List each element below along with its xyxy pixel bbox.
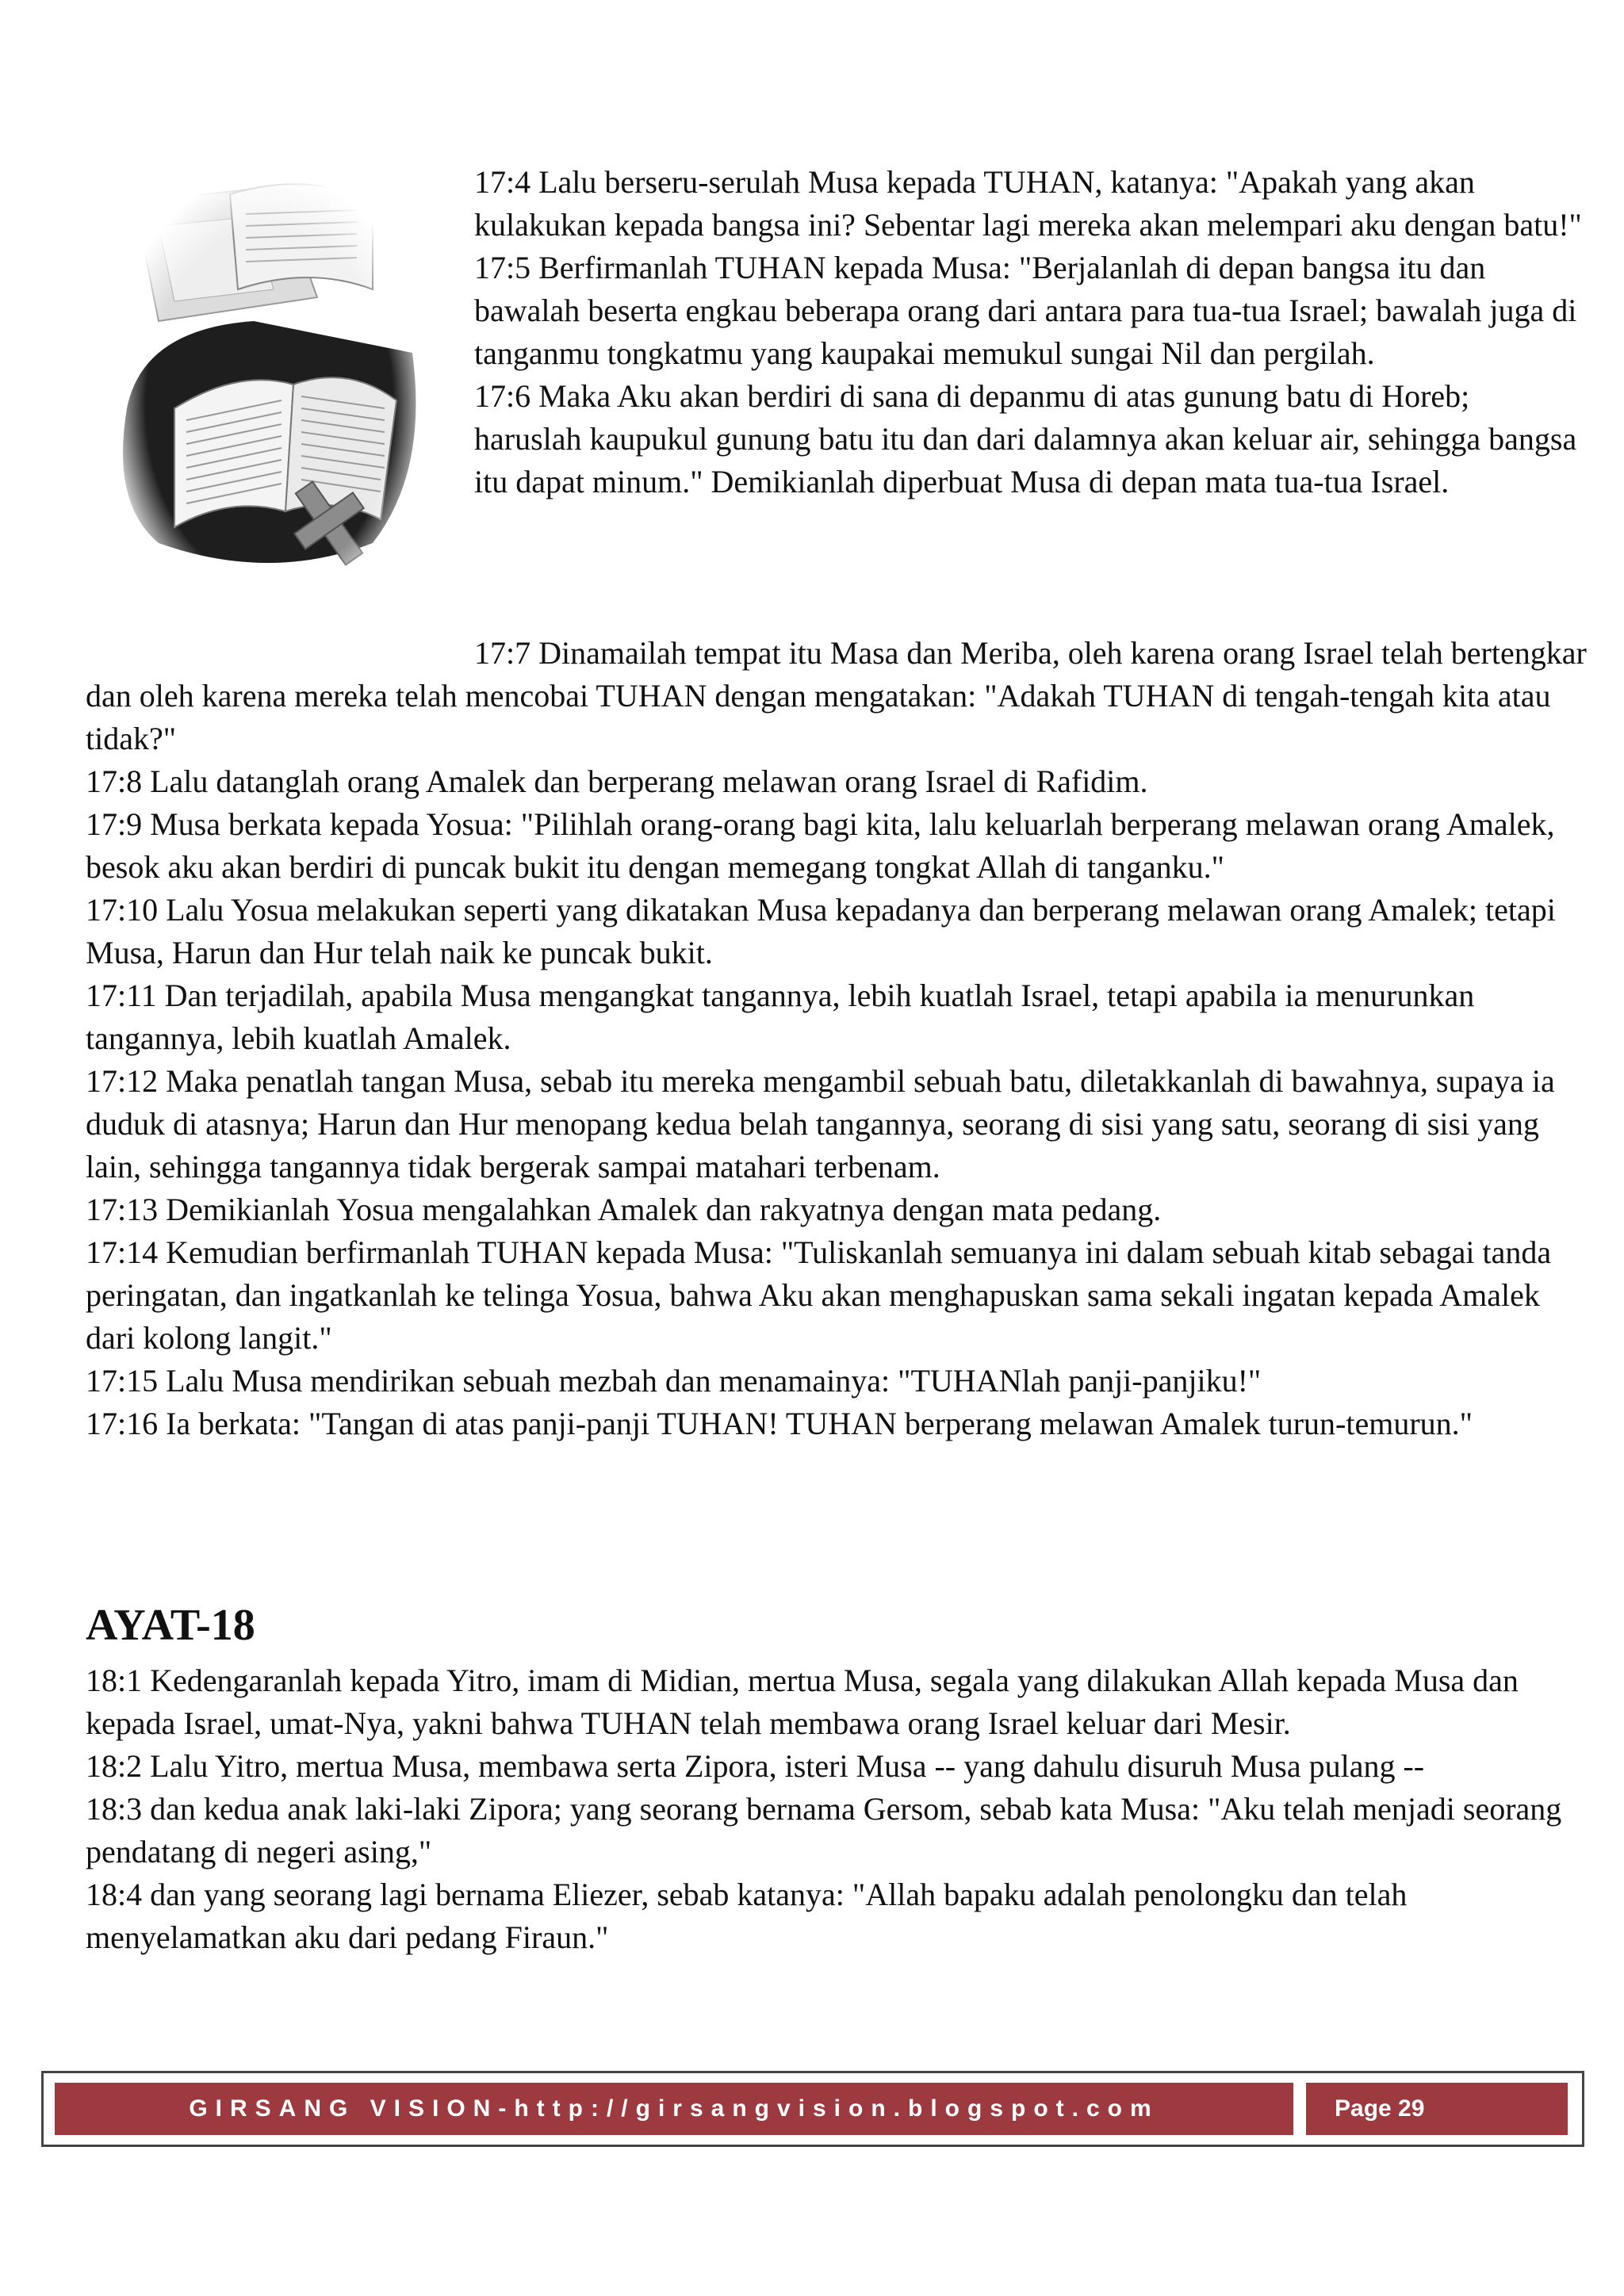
footer-site-url: GIRSANG VISION-http://girsangvision.blogspot.com [55,2083,1293,2135]
verse-17-14: 17:14 Kemudian berfirmanlah TUHAN kepada Musa: "Tuliskanlah semuanya ini dalam sebuah kitab sebagai tanda peringatan, dan ingatkanlah ke telinga Yosua, bahwa Aku akan menghapuskan sama sekali ingatan kepada Amalek dari kolong langit." [86,1234,1552,1356]
open-bible-image [111,170,428,622]
verse-17-8: 17:8 Lalu datanglah orang Amalek dan berperang melawan orang Israel di Rafidim. [86,763,1148,799]
verses-top-block [474,161,1584,503]
verse-17-6: 17:6 Maka Aku akan berdiri di sana di depanmu di atas gunung batu di Horeb; haruslah kaupukul gunung batu itu dan dari dalamnya akan keluar air, sehingga bangsa itu dapat minum." Demikianlah diperbuat Musa di depan mata tua-tua Israel. [474,378,1577,499]
verse-17-15: 17:15 Lalu Musa mendirikan sebuah mezbah dan menamainya: "TUHANlah panji-panjiku!" [86,1363,1262,1399]
verse-18-3: 18:3 dan kedua anak laki-laki Zipora; yang seorang bernama Gersom, sebab kata Musa: "Aku telah menjadi seorang pendatang di negeri asing," [86,1791,1562,1869]
verse-18-2: 18:2 Lalu Yitro, mertua Musa, membawa serta Zipora, isteri Musa -- yang dahulu disuruh Musa pulang -- [86,1748,1425,1784]
verse-17-13: 17:13 Demikianlah Yosua mengalahkan Amalek dan rakyatnya dengan mata pedang. [86,1192,1162,1227]
page-footer [41,2071,1584,2147]
verses-main-block [86,632,1592,1445]
verse-17-5: 17:5 Berfirmanlah TUHAN kepada Musa: "Berjalanlah di depan bangsa itu dan bawalah beserta engkau beberapa orang dari antara para tua-tua Israel; bawalah juga di tanganmu tongkatmu yang kaupakai memukul sungai Nil dan pergilah. [474,250,1577,371]
verse-17-9: 17:9 Musa berkata kepada Yosua: "Pilihlah orang-orang bagi kita, lalu keluarlah berperang melawan orang Amalek, besok aku akan berdiri di puncak bukit itu dengan memegang tongkat Allah di tanganku." [86,806,1555,885]
verse-17-12: 17:12 Maka penatlah tangan Musa, sebab itu mereka mengambil sebuah batu, diletakkanlah di bawahnya, supaya ia duduk di atasnya; Harun dan Hur menopang kedua belah tangannya, seorang di sisi yang satu, seorang di sisi yang lain, sehingga tangannya tidak bergerak sampai matahari terbenam. [86,1063,1555,1184]
verse-17-10: 17:10 Lalu Yosua melakukan seperti yang dikatakan Musa kepadanya dan berperang melawan orang Amalek; tetapi Musa, Harun dan Hur telah naik ke puncak bukit. [86,892,1556,970]
verse-18-4: 18:4 dan yang seorang lagi bernama Eliezer, sebab katanya: "Allah bapaku adalah penolongku dan telah menyelamatkan aku dari pedang Firaun." [86,1877,1408,1955]
verse-17-4: 17:4 Lalu berseru-serulah Musa kepada TUHAN, katanya: "Apakah yang akan kulakukan kepada bangsa ini? Sebentar lagi mereka akan melempari aku dengan batu!" [474,164,1582,243]
verse-17-11: 17:11 Dan terjadilah, apabila Musa mengangkat tangannya, lebih kuatlah Israel, tetapi apabila ia menurunkan tangannya, lebih kuatlah Amalek. [86,978,1475,1056]
verse-18-1: 18:1 Kedengaranlah kepada Yitro, imam di Midian, mertua Musa, segala yang dilakukan Allah kepada Musa dan kepada Israel, umat-Nya, yakni bahwa TUHAN telah membawa orang Israel keluar dari Mesir. [86,1663,1519,1741]
page-number: Page 29 [1306,2083,1568,2135]
section-heading: AYAT-18 [86,1601,255,1650]
verse-17-7: 17:7 Dinamailah tempat itu Masa dan Meriba, oleh karena orang Israel telah bertengkar dan oleh karena mereka telah mencobai TUHAN dengan mengatakan: "Adakah TUHAN di tengah-tengah kita atau tidak?" [86,635,1587,756]
verse-17-16: 17:16 Ia berkata: "Tangan di atas panji-panji TUHAN! TUHAN berperang melawan Amalek turun-temurun." [86,1406,1473,1441]
verses-18-block [86,1659,1592,1959]
